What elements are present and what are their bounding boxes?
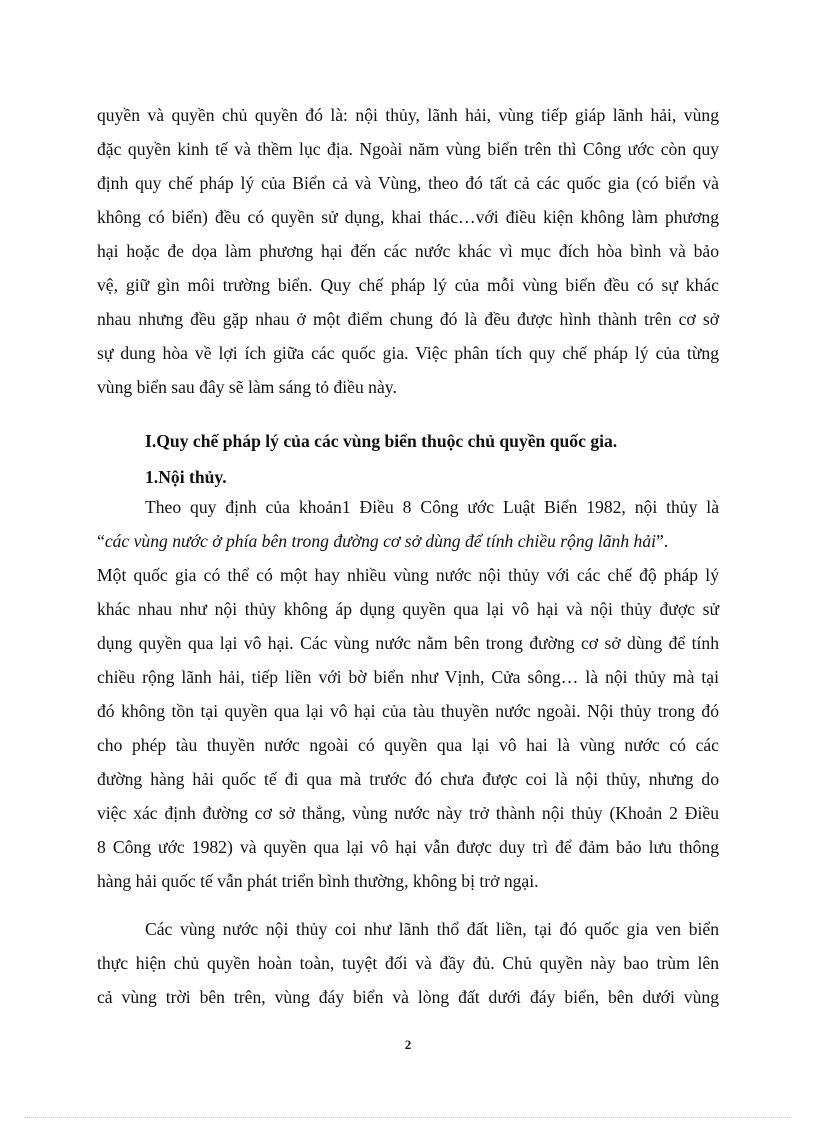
quote-close: ”. [656, 531, 669, 551]
paragraph-1-line-1: quyền và quyền chủ quyền đó là: nội thủy, lãnh hải, vùng tiếp giáp lãnh hải, vùng [97, 105, 719, 125]
quote-open: “ [97, 531, 105, 551]
paragraph-1-line-5: hại hoặc đe dọa làm phương hại đến các nước khác vì mục đích hòa bình và bảo [97, 241, 719, 261]
paragraph-1-line-3: định quy chế pháp lý của Biển cả và Vùng, theo đó tất cả các quốc gia (có biển và [97, 173, 719, 193]
page-bottom-divider [24, 1117, 792, 1118]
paragraph-2-line-3: Một quốc gia có thể có một hay nhiều vùng nước nội thủy với các chế độ pháp lý [97, 565, 719, 585]
paragraph-3-line-1: Các vùng nước nội thủy coi như lãnh thổ đất liền, tại đó quốc gia ven biển [145, 919, 719, 939]
paragraph-2-line-7: đó không tồn tại quyền qua lại vô hại của tàu thuyền nước ngoài. Nội thủy trong đó [97, 701, 719, 721]
subsection-heading: 1.Nội thủy. [145, 467, 227, 487]
paragraph-2-line-5: dụng quyền qua lại vô hại. Các vùng nước nằm bên trong đường cơ sở dùng để tính [97, 633, 719, 653]
paragraph-2-line-11: 8 Công ước 1982) và quyền qua lại vô hại vẫn được duy trì để đảm bảo lưu thông [97, 837, 719, 857]
paragraph-1-line-6: vệ, giữ gìn môi trường biển. Quy chế pháp lý của mỗi vùng biển đều có sự khác [97, 275, 719, 295]
paragraph-2-line-8: cho phép tàu thuyền nước ngoài có quyền qua lại vô hai là vùng nước có các [97, 735, 719, 755]
paragraph-2-quote-line [97, 530, 719, 552]
paragraph-2-line-4: khác nhau như nội thủy không áp dụng quyền qua lại vô hại và nội thủy được sử [97, 599, 719, 619]
definition-quote: các vùng nước ở phía bên trong đường cơ sở dùng để tính chiều rộng lãnh hải [104, 531, 657, 551]
paragraph-2-line-6: chiều rộng lãnh hải, tiếp liền với bờ biển như Vịnh, Cửa sông… là nội thủy mà tại [97, 667, 719, 687]
page-number: 2 [404, 1037, 412, 1052]
paragraph-3-line-2: thực hiện chủ quyền hoàn toàn, tuyệt đối và đầy đủ. Chủ quyền này bao trùm lên [97, 953, 719, 973]
paragraph-2-line-1: Theo quy định của khoản1 Điều 8 Công ước Luật Biển 1982, nội thủy là [145, 497, 719, 517]
paragraph-1-line-4: không có biển) đều có quyền sử dụng, khai thác…với điều kiện không làm phương [97, 207, 719, 227]
paragraph-1-line-8: sự dung hòa về lợi ích giữa các quốc gia. Việc phân tích quy chế pháp lý của từng [97, 343, 719, 363]
paragraph-2-line-10: việc xác định đường cơ sở thẳng, vùng nước này trở thành nội thủy (Khoản 2 Điều [97, 803, 719, 823]
paragraph-3-line-3: cả vùng trời bên trên, vùng đáy biển và lòng đất dưới đáy biển, bên dưới vùng [97, 987, 719, 1007]
paragraph-1-line-9: vùng biển sau đây sẽ làm sáng tỏ điều này. [97, 377, 397, 397]
paragraph-2-line-9: đường hàng hải quốc tế đi qua mà trước đó chưa được coi là nội thủy, nhưng do [97, 769, 719, 789]
paragraph-2-line-12: hàng hải quốc tế vẫn phát triển bình thường, không bị trở ngại. [97, 871, 539, 891]
paragraph-1-line-2: đặc quyền kinh tế và thềm lục địa. Ngoài năm vùng biển trên thì Công ước còn quy [97, 139, 719, 159]
paragraph-1-line-7: nhau nhưng đều gặp nhau ở một điểm chung đó là đều được hình thành trên cơ sở [97, 309, 719, 329]
section-heading: I.Quy chế pháp lý của các vùng biển thuộc chủ quyền quốc gia. [145, 431, 618, 451]
